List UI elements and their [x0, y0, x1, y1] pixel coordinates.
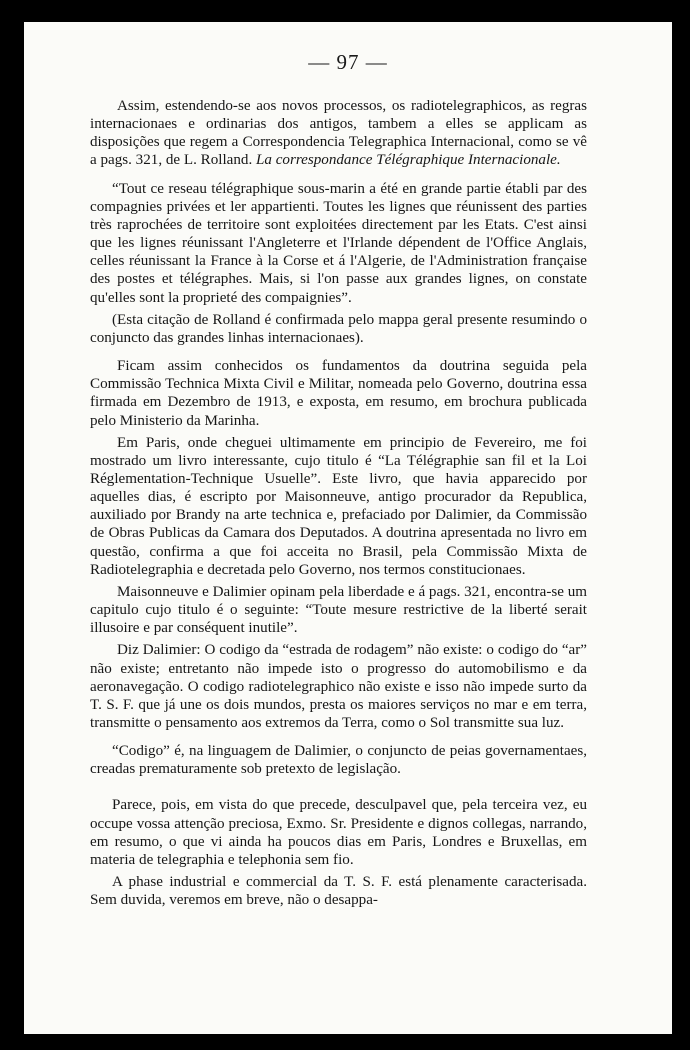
body-text — [90, 97, 587, 909]
paragraph-commission: Ficam assim conhecidos os fundamentos da doutrina seguida pela Commissão Technica Mixta Civil e Militar, nomeada pelo Governo, doutrina essa firmada em Dezembro de 1913, e exposta, em resumo, em brochura publicada pelo Ministerio da Marinha. — [90, 358, 587, 429]
book-title: La correspondance Télégraphique Internacionale. — [256, 152, 561, 169]
paragraph-codigo: “Codigo” é, na linguagem de Dalimier, o conjuncto de peias governamentaes, creadas prematuramente sob pretexto de legislação. — [90, 743, 587, 778]
page-number: — 97 — — [308, 50, 388, 74]
book-page — [24, 22, 672, 1034]
paragraph-conclusion: Parece, pois, em vista do que precede, desculpavel que, pela terceira vez, eu occupe vossa attenção preciosa, Exmo. Sr. Presidente e dignos collegas, narrando, em resumo, o que vi ainda ha poucos dias em Paris, Londres e Bruxellas, em materia de telegraphia e telephonia sem fio. — [90, 797, 587, 868]
paragraph-intro-text: Assim, estendendo-se aos novos processos, os radiotelegraphicos, as regras internacionaes e ordinarias dos antigos, tambem a elles se applicam as disposições que regem a Correspondencia Telegraphica Internacional, como se vê a pags. 321, de L. Rolland. — [90, 98, 587, 169]
paragraph-liberty: Maisonneuve e Dalimier opinam pela liberdade e á pags. 321, encontra-se um capitulo cujo titulo é o seguinte: “Toute mesure restrictive de la liberté serait illusoire e par conséquent inutile”. — [90, 583, 587, 637]
paragraph-dalimier: Diz Dalimier: O codigo da “estrada de rodagem” não existe: o codigo do “ar” não existe; entretanto não impede isto o progresso do automobilismo e da aeronavegação. O codigo radiotelegraphico não existe e isso não impede surto da T. S. F. que já une os dois mundos, presta os maiores serviços no mar e em terra, transmitte o pensamento aos extremos da Terra, como o Sol transmitte sua luz. — [90, 642, 587, 731]
paragraph-industrial-phase: A phase industrial e commercial da T. S. F. está plenamente caracterisada. Sem duvida, veremos em breve, não o desappa- — [90, 874, 587, 909]
paragraph-intro — [90, 97, 587, 170]
paragraph-rolland-note: (Esta citação de Rolland é confirmada pelo mappa geral presente resumindo o conjuncto das grandes linhas internacionaes). — [90, 311, 587, 346]
paragraph-paris-book: Em Paris, onde cheguei ultimamente em principio de Fevereiro, me foi mostrado um livro interessante, cujo titulo é “La Télégraphie san fil et la Loi Réglementation-Technique Usuelle”. Este livro, que havia apparecido por aquelles dias, é escripto por Maisonneuve, antigo procurador da Republica, auxiliado por Brandy na arte technica e, prefaciado por Dalimier, da Commissão de Obras Publicas da Camara dos Deputados. A doutrina apresentada no livro em questão, confirma a que foi acceita no Brasil, pela Commissão Mixta de Radiotelegraphia e decretada pelo Governo, nos termos constitucionaes. — [90, 434, 587, 578]
paragraph-french-quote: “Tout ce reseau télégraphique sous-marin a été en grande partie établi par des compagnies privées et ler appartienti. Toutes les lignes que réunissent des parties très raprochées de territoire sont exploitées directement par les Etats. C'est ainsi que les lignes réunissant l'Angleterre et l'Irlande dépendent de l'Office Anglais, celles réunissant la France à la Corse et á l'Algerie, de l'Administration française des postes et télégraphes. Mais, si l'on passe aux grandes lignes, on constate qu'elles sont la proprieté des compaignies”. — [90, 180, 587, 306]
